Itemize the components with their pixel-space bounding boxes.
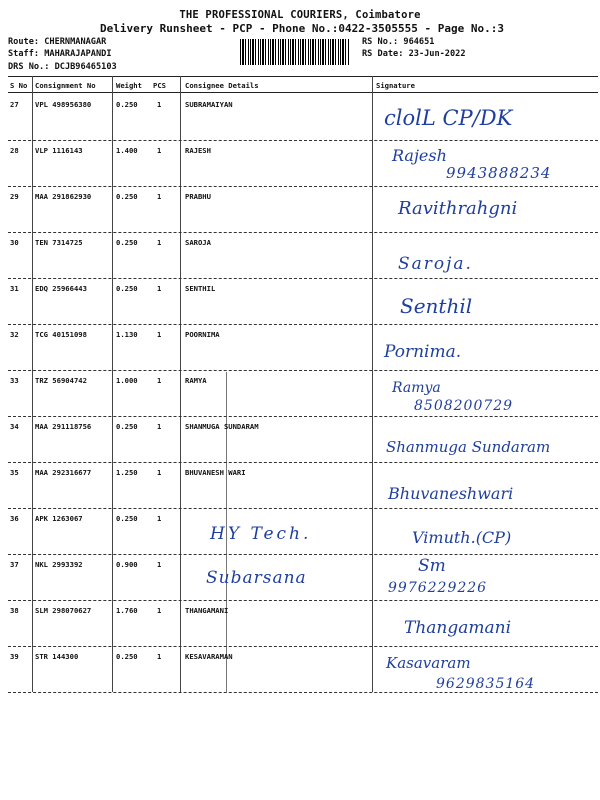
staff-line: [8, 49, 112, 59]
row-phone: 9629835164: [436, 676, 536, 692]
row-pcs: 1: [157, 606, 162, 615]
row-consignment: MAA 292316677: [35, 468, 92, 477]
row-sno: 32: [10, 330, 19, 339]
row-weight: 0.250: [116, 192, 138, 201]
row-signature: Ravithrahgni: [398, 198, 518, 219]
row-separator: [8, 278, 598, 279]
col-header-weight: Weight: [116, 81, 142, 90]
table-header-rule: [8, 92, 598, 93]
row-weight: 0.250: [116, 422, 138, 431]
rs-date-line: [362, 49, 466, 59]
row-sno: 30: [10, 238, 19, 247]
row-pcs: 1: [157, 100, 162, 109]
row-consignment: EDQ 25966443: [35, 284, 87, 293]
row-sno: 39: [10, 652, 19, 661]
row-separator: [8, 554, 598, 555]
drs-label: DRS No.:: [8, 62, 50, 72]
table-top-rule: [8, 76, 598, 77]
row-sno: 27: [10, 100, 19, 109]
row-weight: 0.250: [116, 652, 138, 661]
route-line: [8, 37, 106, 47]
row-consignment: VPL 498956380: [35, 100, 92, 109]
row-pcs: 1: [157, 468, 162, 477]
row-consignment: APK 1263067: [35, 514, 83, 523]
row-consignee: RAJESH: [185, 146, 211, 155]
rs-date-label: RS Date:: [362, 49, 404, 59]
row-signature: clolL CP/DK: [384, 106, 513, 130]
row-weight: 1.400: [116, 146, 138, 155]
row-pcs: 1: [157, 284, 162, 293]
row-consignee: RAMYA: [185, 376, 207, 385]
row-weight: 0.900: [116, 560, 138, 569]
route-value: CHERNMANAGAR: [44, 37, 107, 47]
row-consignment: TEN 7314725: [35, 238, 83, 247]
rs-date-value: 23-Jun-2022: [408, 49, 466, 59]
row-signature: Saroja.: [398, 254, 473, 274]
row-signature: Pornima.: [384, 342, 462, 362]
row-sno: 36: [10, 514, 19, 523]
row-consignment: VLP 1116143: [35, 146, 83, 155]
row-consignee: SUBRAMAIYAN: [185, 100, 233, 109]
row-weight: 1.760: [116, 606, 138, 615]
row-consignee: POORNIMA: [185, 330, 220, 339]
row-weight: 0.250: [116, 284, 138, 293]
row-sno: 35: [10, 468, 19, 477]
row-sno: 37: [10, 560, 19, 569]
row-pcs: 1: [157, 560, 162, 569]
row-separator: [8, 600, 598, 601]
row-weight: 1.250: [116, 468, 138, 477]
row-pcs: 1: [157, 238, 162, 247]
row-pcs: 1: [157, 330, 162, 339]
col-header-sno: S No: [10, 81, 28, 90]
row-phone: 9943888234: [446, 164, 552, 182]
row-pcs: 1: [157, 146, 162, 155]
row-separator: [8, 324, 598, 325]
row-weight: 0.250: [116, 100, 138, 109]
handwritten-note: Subarsana: [206, 568, 307, 588]
row-separator: [8, 232, 598, 233]
rs-no-label: RS No.:: [362, 37, 399, 47]
row-signature: Rajesh: [392, 146, 447, 165]
rs-no-value: 964651: [403, 37, 435, 47]
staff-value: MAHARAJAPANDI: [44, 49, 112, 59]
staff-label: Staff:: [8, 49, 40, 59]
row-consignment: SLM 298070627: [35, 606, 92, 615]
row-consignment: MAA 291118756: [35, 422, 92, 431]
row-weight: 0.250: [116, 514, 138, 523]
row-consignment: MAA 291862930: [35, 192, 92, 201]
row-separator: [8, 646, 598, 647]
row-consignee: KESAVARAMAN: [185, 652, 233, 661]
drs-line: [8, 62, 117, 72]
row-consignee: BHUVANESH WARI: [185, 468, 246, 477]
row-signature: Thangamani: [404, 618, 512, 638]
row-weight: 1.000: [116, 376, 138, 385]
row-signature: Senthil: [400, 294, 473, 318]
row-signature: Bhuvaneshwari: [388, 484, 514, 503]
col-header-pcs: PCS: [153, 81, 166, 90]
company-title: THE PROFESSIONAL COURIERS, Coimbatore: [179, 9, 421, 21]
row-sno: 34: [10, 422, 19, 431]
row-phone: 8508200729: [414, 398, 514, 414]
row-separator: [8, 692, 598, 693]
row-signature: Vimuth.(CP): [412, 528, 512, 547]
row-consignee: SENTHIL: [185, 284, 216, 293]
row-separator: [8, 370, 598, 371]
row-phone: 9976229226: [388, 580, 488, 596]
route-label: Route:: [8, 37, 40, 47]
row-separator: [8, 186, 598, 187]
row-pcs: 1: [157, 514, 162, 523]
runsheet-subtitle: Delivery Runsheet - PCP - Phone No.:0422-3505555 - Page No.:3: [100, 22, 504, 35]
row-consignee: THANGAMANI: [185, 606, 229, 615]
row-separator: [8, 140, 598, 141]
row-pcs: 1: [157, 422, 162, 431]
row-sno: 29: [10, 192, 19, 201]
col-header-signature: Signature: [376, 81, 415, 90]
row-signature: Sm: [418, 556, 446, 576]
row-pcs: 1: [157, 652, 162, 661]
row-sno: 28: [10, 146, 19, 155]
row-consignment: TCG 40151098: [35, 330, 87, 339]
row-consignment: STR 144300: [35, 652, 79, 661]
row-consignee: PRABHU: [185, 192, 211, 201]
row-separator: [8, 462, 598, 463]
row-pcs: 1: [157, 376, 162, 385]
drs-value: DCJB96465103: [54, 62, 117, 72]
row-signature: Shanmuga Sundaram: [386, 438, 551, 456]
col-header-consignment: Consignment No: [35, 81, 96, 90]
barcode-image: [240, 39, 350, 65]
rs-no-line: [362, 37, 434, 47]
row-consignee: SHANMUGA SUNDARAM: [185, 422, 259, 431]
row-sno: 38: [10, 606, 19, 615]
row-separator: [8, 508, 598, 509]
row-signature: Ramya: [392, 380, 441, 396]
row-pcs: 1: [157, 192, 162, 201]
handwritten-note: HY Tech.: [210, 524, 312, 544]
row-signature: Kasavaram: [386, 654, 471, 672]
row-sno: 33: [10, 376, 19, 385]
row-consignment: TRZ 56904742: [35, 376, 87, 385]
row-separator: [8, 416, 598, 417]
col-header-consignee: Consignee Details: [185, 81, 259, 90]
row-weight: 1.130: [116, 330, 138, 339]
row-weight: 0.250: [116, 238, 138, 247]
row-consignment: NKL 2993392: [35, 560, 83, 569]
row-sno: 31: [10, 284, 19, 293]
row-consignee: SAROJA: [185, 238, 211, 247]
